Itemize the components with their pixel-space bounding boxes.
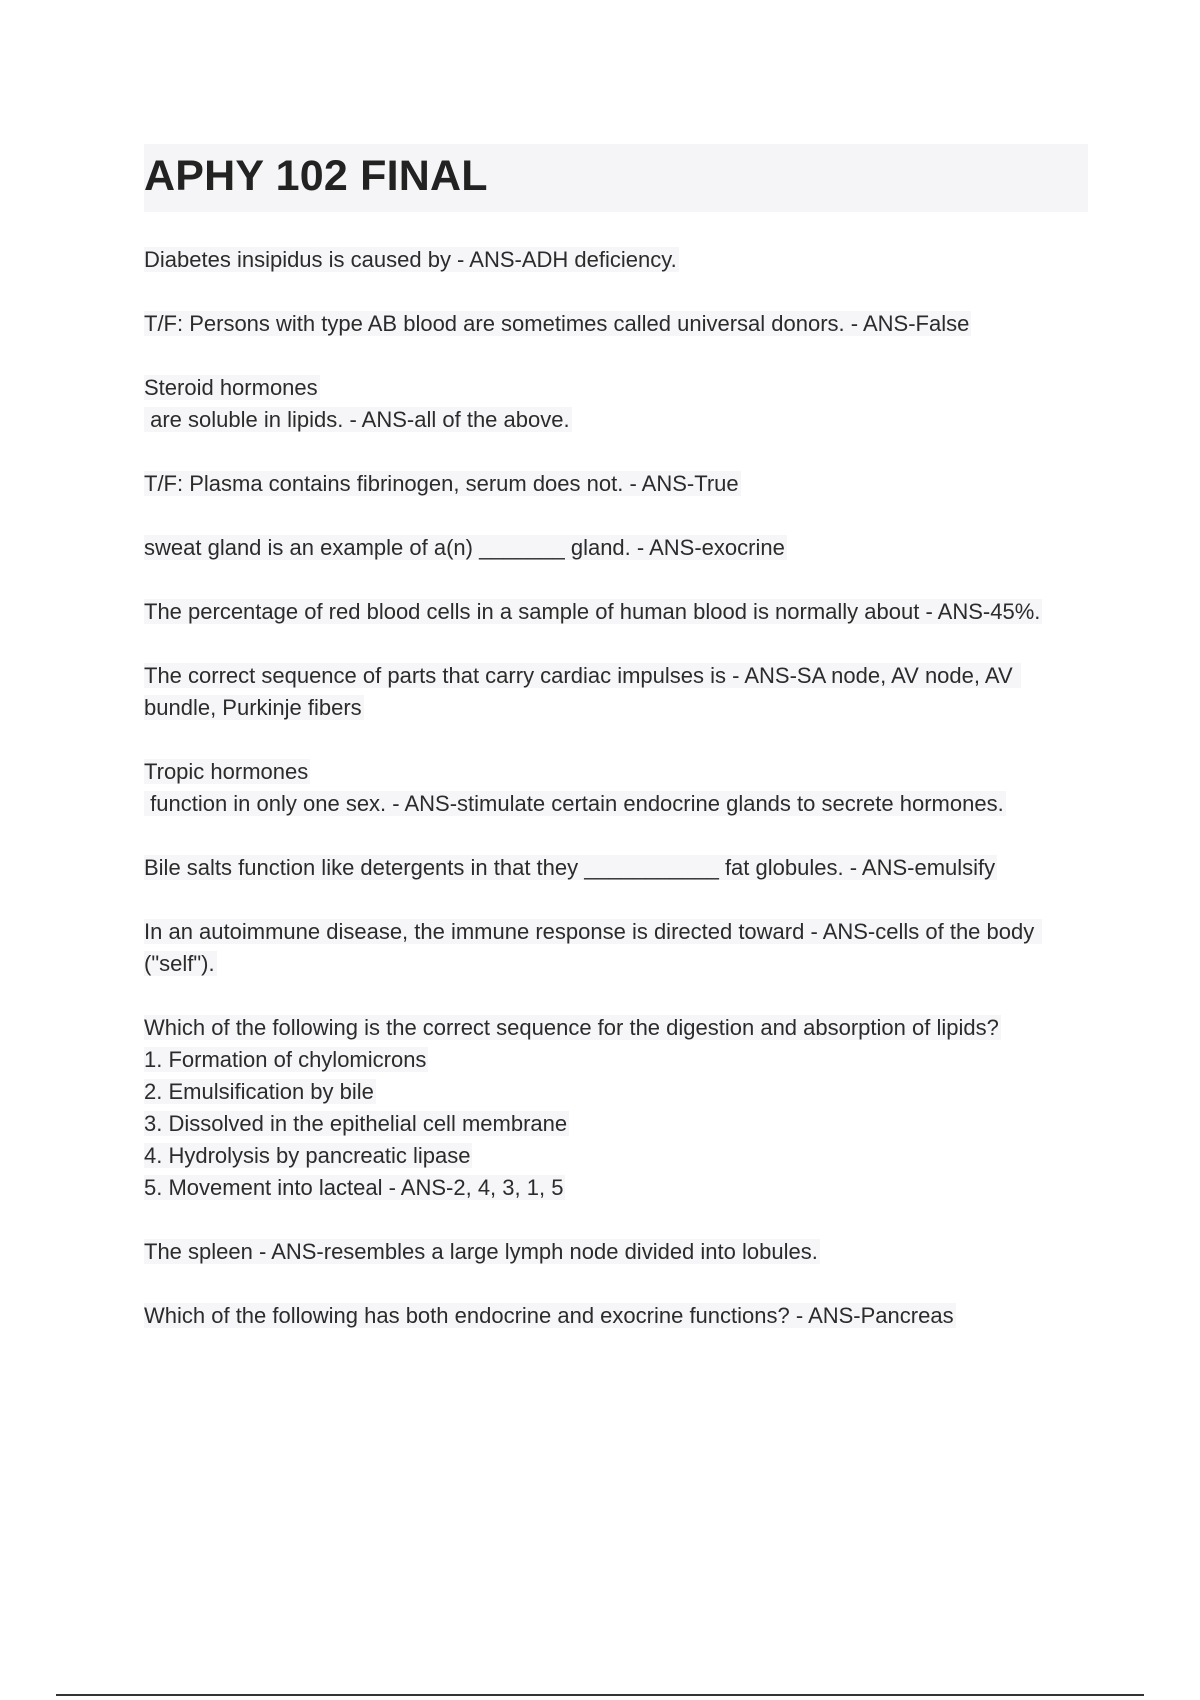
qa-item	[144, 372, 1088, 436]
qa-text: Bile salts function like detergents in that they ___________ fat globules. - ANS-emulsify	[144, 855, 996, 880]
footer-rule	[56, 1694, 1144, 1696]
qa-item	[144, 532, 1088, 564]
qa-text: sweat gland is an example of a(n) _______ gland. - ANS-exocrine	[144, 535, 785, 560]
qa-list	[144, 244, 1088, 1364]
qa-item	[144, 468, 1088, 500]
qa-text: Tropic hormones function in only one sex. - ANS-stimulate certain endocrine glands to secrete hormones.	[144, 759, 1004, 816]
qa-item	[144, 1012, 1088, 1204]
qa-item	[144, 1300, 1088, 1332]
qa-item	[144, 852, 1088, 884]
qa-text: Diabetes insipidus is caused by - ANS-ADH deficiency.	[144, 247, 677, 272]
document-title: APHY 102 FINAL	[144, 152, 488, 200]
qa-text: Steroid hormones are soluble in lipids. - ANS-all of the above.	[144, 375, 570, 432]
qa-text: The percentage of red blood cells in a sample of human blood is normally about - ANS-45%.	[144, 599, 1041, 624]
qa-text: The spleen - ANS-resembles a large lymph node divided into lobules.	[144, 1239, 818, 1264]
qa-text: Which of the following is the correct sequence for the digestion and absorption of lipids? 1. Formation of chylomicrons 2. Emulsification by bile 3. Dissolved in the epithelial cell membrane 4. Hydrolysis by pancreatic lipase 5. Movement into lacteal - ANS-2, 4, 3, 1, 5	[144, 1015, 999, 1200]
qa-item	[144, 660, 1088, 724]
qa-item	[144, 596, 1088, 628]
qa-item	[144, 756, 1088, 820]
qa-text: In an autoimmune disease, the immune response is directed toward - ANS-cells of the body ("self").	[144, 919, 1041, 976]
qa-text: Which of the following has both endocrine and exocrine functions? - ANS-Pancreas	[144, 1303, 954, 1328]
qa-item	[144, 244, 1088, 276]
qa-item	[144, 916, 1088, 980]
qa-text: T/F: Persons with type AB blood are sometimes called universal donors. - ANS-False	[144, 311, 970, 336]
qa-text: T/F: Plasma contains fibrinogen, serum does not. - ANS-True	[144, 471, 739, 496]
qa-item	[144, 308, 1088, 340]
qa-text: The correct sequence of parts that carry cardiac impulses is - ANS-SA node, AV node, AV bundle, Purkinje fibers	[144, 663, 1019, 720]
qa-item	[144, 1236, 1088, 1268]
